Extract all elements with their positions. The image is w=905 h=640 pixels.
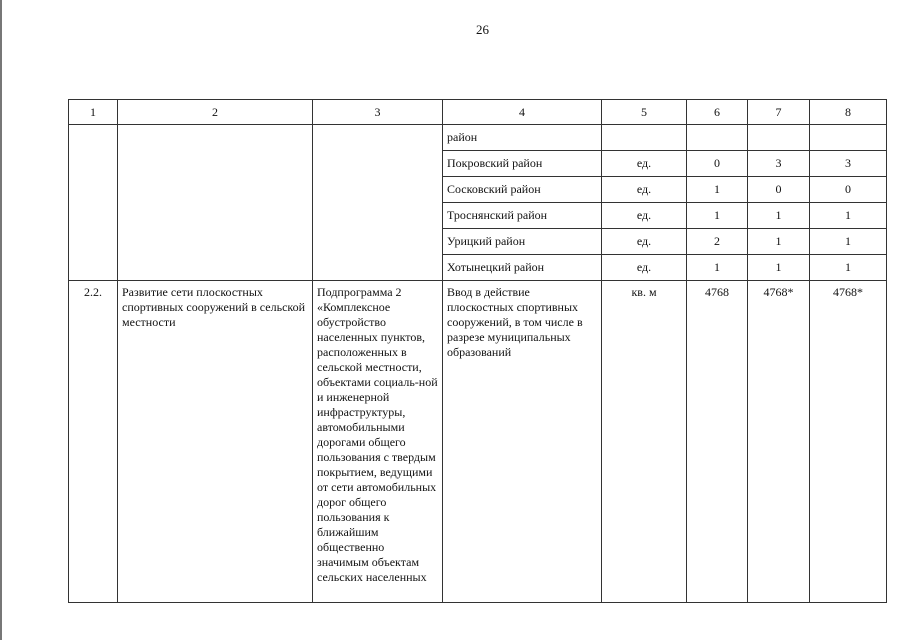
page-left-edge xyxy=(0,0,2,640)
table-row xyxy=(69,125,887,151)
header-col-1: 1 xyxy=(69,100,118,125)
value-cell-7 xyxy=(748,125,810,151)
cell-continued-name xyxy=(118,125,313,281)
header-col-4: 4 xyxy=(443,100,602,125)
value-cell-7: 3 xyxy=(748,151,810,177)
header-col-2: 2 xyxy=(118,100,313,125)
value-cell-7: 4768* xyxy=(748,281,810,603)
page-number: 26 xyxy=(476,22,489,37)
unit-cell: ед. xyxy=(602,151,687,177)
value-cell-6: 0 xyxy=(687,151,748,177)
value-cell-8: 1 xyxy=(810,229,887,255)
cell-continued-program xyxy=(313,125,443,281)
district-cell: Покровский район xyxy=(443,151,602,177)
value-cell-8: 4768* xyxy=(810,281,887,603)
district-cell: Урицкий район xyxy=(443,229,602,255)
unit-cell: ед. xyxy=(602,229,687,255)
unit-cell: ед. xyxy=(602,203,687,229)
value-cell-7: 1 xyxy=(748,255,810,281)
district-cell: район xyxy=(443,125,602,151)
unit-cell: ед. xyxy=(602,255,687,281)
header-col-5: 5 xyxy=(602,100,687,125)
table-row-2-2 xyxy=(69,281,887,603)
value-cell-6: 1 xyxy=(687,203,748,229)
value-cell-7: 1 xyxy=(748,229,810,255)
value-cell-6: 4768 xyxy=(687,281,748,603)
value-cell-7: 0 xyxy=(748,177,810,203)
header-col-3: 3 xyxy=(313,100,443,125)
indicator-name: Ввод в действие плоскостных спортивных сооружений, в том числе в разрезе муниципальных образований xyxy=(443,281,602,603)
value-cell-6: 1 xyxy=(687,255,748,281)
value-cell-8: 0 xyxy=(810,177,887,203)
indicator-table xyxy=(68,99,887,603)
measure-name: Развитие сети плоскостных спортивных сооружений в сельской местности xyxy=(118,281,313,603)
value-cell-6: 1 xyxy=(687,177,748,203)
header-row xyxy=(69,100,887,125)
value-cell-8: 3 xyxy=(810,151,887,177)
value-cell-6: 2 xyxy=(687,229,748,255)
program-name: Подпрограмма 2 «Комплексное обустройство населенных пунктов, расположенных в сельской местности, объектами социаль-ной и инженерной инфраструктуры, автомобильными дорогами общего пользования с твердым покрытием, ведущими от сети автомобильных дорог общего пользования к ближайшим общественно значимым объектам сельских населенных xyxy=(313,281,443,603)
header-col-7: 7 xyxy=(748,100,810,125)
value-cell-8: 1 xyxy=(810,203,887,229)
cell-continued-num xyxy=(69,125,118,281)
row-number: 2.2. xyxy=(69,281,118,603)
header-col-6: 6 xyxy=(687,100,748,125)
unit-cell: кв. м xyxy=(602,281,687,603)
unit-cell xyxy=(602,125,687,151)
district-cell: Хотынецкий район xyxy=(443,255,602,281)
unit-cell: ед. xyxy=(602,177,687,203)
district-cell: Троснянский район xyxy=(443,203,602,229)
value-cell-7: 1 xyxy=(748,203,810,229)
value-cell-6 xyxy=(687,125,748,151)
district-cell: Сосковский район xyxy=(443,177,602,203)
value-cell-8: 1 xyxy=(810,255,887,281)
header-col-8: 8 xyxy=(810,100,887,125)
value-cell-8 xyxy=(810,125,887,151)
